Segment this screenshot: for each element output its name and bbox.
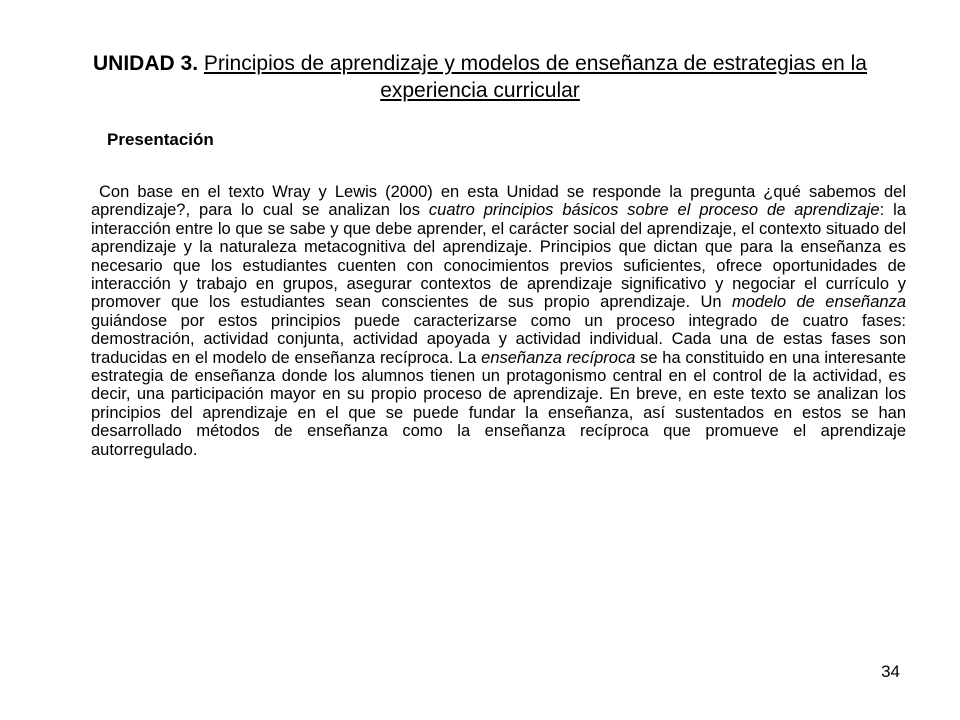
body-segment: Con base en el texto Wray y Lewis (2000) en esta Unidad se responde la pregunta ¿qué sabemos del aprendizaje?, para lo cual se analizan los (91, 183, 906, 220)
body-segment: : la interacción entre lo que se sabe y que debe aprender, el carácter social del aprendizaje, el contexto situado del aprendizaje y la naturaleza metacognitiva del aprendizaje. Principios que dictan que para la enseñanza es necesario que los estudiantes cuenten con conocimientos previos suficientes, ofrece oportunidades de interacción y trabajo en grupos, asegurar contextos de aprendizaje significativo y negociar el currículo y promover que los estudiantes sean conscientes de sus propio aprendizaje. Un (91, 201, 906, 312)
page-number: 34 (881, 662, 900, 681)
body-segment: guiándose por estos principios puede caracterizarse como un proceso integrado de cuatro fases: demostración, actividad conjunta, actividad apoyada y actividad individual. Cada una de estas fases son traducidas en el modelo de enseñanza recíproca. La (91, 311, 906, 367)
body-emphasis-teaching-model: modelo de enseñanza (731, 293, 907, 312)
body-segment: se ha constituido en una interesante estrategia de enseñanza donde los alumnos tienen un protagonismo central en el control de la actividad, es decir, una participación mayor en su propio proceso de aprendizaje. En breve, en este texto se analizan los principios del aprendizaje en el que se puede fundar la enseñanza, así sustentados en estos se han desarrollado métodos de enseñanza como la enseñanza recíproca que promueve el aprendizaje autorregulado. (91, 348, 907, 459)
section-heading: Presentación (107, 130, 214, 149)
body-paragraph (91, 183, 906, 459)
title-main-text: Principios de aprendizaje y modelos de enseñanza de estrategias en la experiencia curricular (203, 52, 867, 102)
title-unit-prefix: UNIDAD 3. (93, 52, 199, 75)
page-title (60, 50, 900, 104)
body-emphasis-principles: cuatro principios básicos sobre el proceso de aprendizaje (428, 201, 880, 220)
body-emphasis-reciprocal-teaching: enseñanza recíproca (481, 348, 636, 367)
